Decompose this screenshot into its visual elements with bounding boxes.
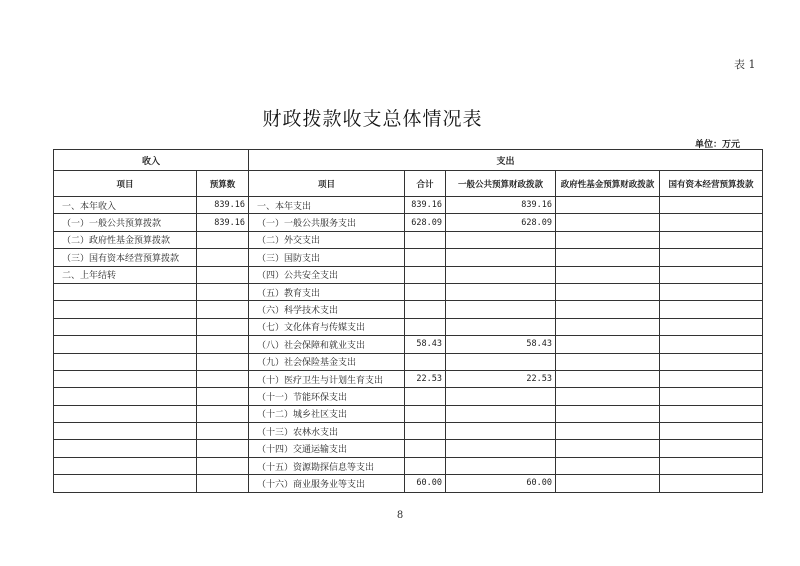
page-number: 8 bbox=[396, 510, 404, 521]
general-budget-cell: 839.16 bbox=[446, 197, 556, 214]
income-amount-cell bbox=[197, 440, 249, 457]
expense-item-cell: （三）国防支出 bbox=[249, 249, 405, 266]
gov-fund-cell bbox=[556, 475, 660, 492]
total-cell: 22.53 bbox=[405, 370, 446, 387]
income-amount-cell bbox=[197, 301, 249, 318]
expense-item-cell: 一、本年支出 bbox=[249, 197, 405, 214]
table-row bbox=[54, 336, 763, 353]
general-budget-cell bbox=[446, 388, 556, 405]
expense-item-cell: （五）教育支出 bbox=[249, 283, 405, 300]
col-income-item: 项目 bbox=[54, 171, 197, 197]
expense-item-cell: （四）公共安全支出 bbox=[249, 266, 405, 283]
income-item-cell bbox=[54, 388, 197, 405]
income-item-cell bbox=[54, 457, 197, 474]
state-capital-cell bbox=[660, 318, 763, 335]
table-row bbox=[54, 457, 763, 474]
col-gov-fund: 政府性基金预算财政拨款 bbox=[556, 171, 660, 197]
state-capital-cell bbox=[660, 423, 763, 440]
income-item-cell bbox=[54, 370, 197, 387]
total-cell: 839.16 bbox=[405, 197, 446, 214]
income-item-cell bbox=[54, 440, 197, 457]
general-budget-cell bbox=[446, 440, 556, 457]
income-amount-cell bbox=[197, 318, 249, 335]
income-item-cell bbox=[54, 318, 197, 335]
col-general-budget: 一般公共预算财政拨款 bbox=[446, 171, 556, 197]
income-amount-cell bbox=[197, 231, 249, 248]
state-capital-cell bbox=[660, 336, 763, 353]
state-capital-cell bbox=[660, 370, 763, 387]
state-capital-cell bbox=[660, 249, 763, 266]
state-capital-cell bbox=[660, 231, 763, 248]
income-amount-cell bbox=[197, 370, 249, 387]
state-capital-cell bbox=[660, 283, 763, 300]
expense-item-cell: （十五）资源勘探信息等支出 bbox=[249, 457, 405, 474]
table-row bbox=[54, 283, 763, 300]
income-amount-cell bbox=[197, 475, 249, 492]
total-cell bbox=[405, 353, 446, 370]
general-budget-cell bbox=[446, 405, 556, 422]
page-title: 财政拨款收支总体情况表 bbox=[262, 108, 483, 130]
gov-fund-cell bbox=[556, 301, 660, 318]
general-budget-cell bbox=[446, 283, 556, 300]
state-capital-cell bbox=[660, 440, 763, 457]
expense-item-cell: （二）外交支出 bbox=[249, 231, 405, 248]
gov-fund-cell bbox=[556, 283, 660, 300]
gov-fund-cell bbox=[556, 231, 660, 248]
total-cell bbox=[405, 283, 446, 300]
total-cell: 60.00 bbox=[405, 475, 446, 492]
general-budget-cell bbox=[446, 249, 556, 266]
state-capital-cell bbox=[660, 353, 763, 370]
total-cell bbox=[405, 266, 446, 283]
income-item-cell bbox=[54, 405, 197, 422]
gov-fund-cell bbox=[556, 440, 660, 457]
gov-fund-cell bbox=[556, 318, 660, 335]
unit-label: 单位：万元 bbox=[695, 140, 741, 150]
expense-header: 支出 bbox=[249, 150, 763, 171]
table-body bbox=[54, 197, 763, 493]
header-row-columns bbox=[54, 171, 763, 197]
gov-fund-cell bbox=[556, 405, 660, 422]
total-cell bbox=[405, 405, 446, 422]
table-row bbox=[54, 214, 763, 231]
general-budget-cell bbox=[446, 423, 556, 440]
general-budget-cell bbox=[446, 457, 556, 474]
general-budget-cell bbox=[446, 301, 556, 318]
expense-item-cell: （六）科学技术支出 bbox=[249, 301, 405, 318]
gov-fund-cell bbox=[556, 336, 660, 353]
total-cell bbox=[405, 318, 446, 335]
state-capital-cell bbox=[660, 457, 763, 474]
table-row bbox=[54, 231, 763, 248]
header-row-group bbox=[54, 150, 763, 171]
state-capital-cell bbox=[660, 388, 763, 405]
income-amount-cell bbox=[197, 283, 249, 300]
expense-item-cell: （七）文化体育与传媒支出 bbox=[249, 318, 405, 335]
gov-fund-cell bbox=[556, 266, 660, 283]
income-item-cell bbox=[54, 301, 197, 318]
gov-fund-cell bbox=[556, 370, 660, 387]
expense-item-cell: （一）一般公共服务支出 bbox=[249, 214, 405, 231]
table-row bbox=[54, 266, 763, 283]
general-budget-cell bbox=[446, 353, 556, 370]
table-number-label: 表 1 bbox=[734, 58, 756, 71]
income-amount-cell: 839.16 bbox=[197, 214, 249, 231]
income-amount-cell bbox=[197, 388, 249, 405]
income-item-cell bbox=[54, 475, 197, 492]
total-cell bbox=[405, 457, 446, 474]
table-row bbox=[54, 440, 763, 457]
general-budget-cell: 58.43 bbox=[446, 336, 556, 353]
income-item-cell: 二、上年结转 bbox=[54, 266, 197, 283]
table-row bbox=[54, 370, 763, 387]
table-row bbox=[54, 405, 763, 422]
expense-item-cell: （十二）城乡社区支出 bbox=[249, 405, 405, 422]
income-amount-cell: 839.16 bbox=[197, 197, 249, 214]
table-row bbox=[54, 353, 763, 370]
expense-item-cell: （十一）节能环保支出 bbox=[249, 388, 405, 405]
general-budget-cell bbox=[446, 318, 556, 335]
total-cell: 58.43 bbox=[405, 336, 446, 353]
budget-table bbox=[53, 149, 763, 493]
gov-fund-cell bbox=[556, 457, 660, 474]
table-row bbox=[54, 249, 763, 266]
total-cell bbox=[405, 423, 446, 440]
expense-item-cell: （十）医疗卫生与计划生育支出 bbox=[249, 370, 405, 387]
table-row bbox=[54, 423, 763, 440]
total-cell bbox=[405, 249, 446, 266]
col-budget-amount: 预算数 bbox=[197, 171, 249, 197]
state-capital-cell bbox=[660, 197, 763, 214]
state-capital-cell bbox=[660, 405, 763, 422]
expense-item-cell: （九）社会保险基金支出 bbox=[249, 353, 405, 370]
total-cell bbox=[405, 388, 446, 405]
total-cell bbox=[405, 301, 446, 318]
income-amount-cell bbox=[197, 353, 249, 370]
expense-item-cell: （十三）农林水支出 bbox=[249, 423, 405, 440]
income-amount-cell bbox=[197, 266, 249, 283]
income-item-cell: （三）国有资本经营预算拨款 bbox=[54, 249, 197, 266]
general-budget-cell bbox=[446, 231, 556, 248]
income-amount-cell bbox=[197, 457, 249, 474]
expense-item-cell: （十四）交通运输支出 bbox=[249, 440, 405, 457]
income-header: 收入 bbox=[54, 150, 249, 171]
income-item-cell: 一、本年收入 bbox=[54, 197, 197, 214]
income-item-cell bbox=[54, 423, 197, 440]
income-item-cell bbox=[54, 336, 197, 353]
table-row bbox=[54, 475, 763, 492]
table-row bbox=[54, 301, 763, 318]
state-capital-cell bbox=[660, 214, 763, 231]
income-amount-cell bbox=[197, 336, 249, 353]
table-row bbox=[54, 318, 763, 335]
general-budget-cell: 60.00 bbox=[446, 475, 556, 492]
gov-fund-cell bbox=[556, 197, 660, 214]
income-amount-cell bbox=[197, 405, 249, 422]
table-row bbox=[54, 197, 763, 214]
income-item-cell: （一）一般公共预算拨款 bbox=[54, 214, 197, 231]
table-row bbox=[54, 388, 763, 405]
state-capital-cell bbox=[660, 301, 763, 318]
income-item-cell: （二）政府性基金预算拨款 bbox=[54, 231, 197, 248]
expense-item-cell: （十六）商业服务业等支出 bbox=[249, 475, 405, 492]
gov-fund-cell bbox=[556, 214, 660, 231]
gov-fund-cell bbox=[556, 353, 660, 370]
income-item-cell bbox=[54, 353, 197, 370]
total-cell bbox=[405, 440, 446, 457]
col-total: 合计 bbox=[405, 171, 446, 197]
col-state-capital: 国有资本经营预算拨款 bbox=[660, 171, 763, 197]
expense-item-cell: （八）社会保障和就业支出 bbox=[249, 336, 405, 353]
gov-fund-cell bbox=[556, 423, 660, 440]
income-amount-cell bbox=[197, 423, 249, 440]
col-expense-item: 项目 bbox=[249, 171, 405, 197]
general-budget-cell: 628.09 bbox=[446, 214, 556, 231]
total-cell bbox=[405, 231, 446, 248]
general-budget-cell bbox=[446, 266, 556, 283]
gov-fund-cell bbox=[556, 388, 660, 405]
general-budget-cell: 22.53 bbox=[446, 370, 556, 387]
total-cell: 628.09 bbox=[405, 214, 446, 231]
income-item-cell bbox=[54, 283, 197, 300]
state-capital-cell bbox=[660, 266, 763, 283]
state-capital-cell bbox=[660, 475, 763, 492]
income-amount-cell bbox=[197, 249, 249, 266]
gov-fund-cell bbox=[556, 249, 660, 266]
